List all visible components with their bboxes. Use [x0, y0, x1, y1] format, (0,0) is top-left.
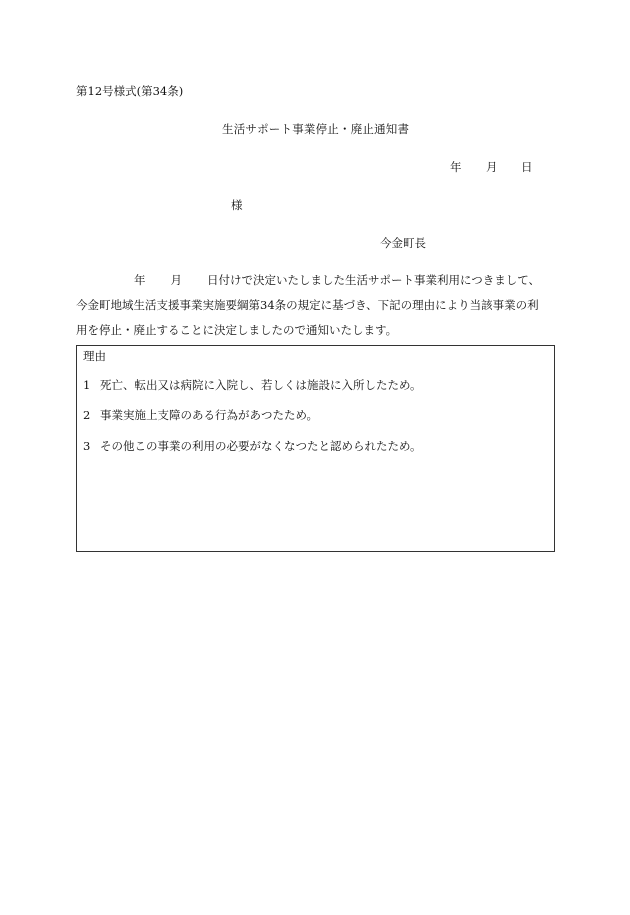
issuer-name: 今金町長	[380, 236, 426, 250]
body-year-label: 年	[134, 273, 146, 287]
reason-item	[83, 380, 422, 392]
body-month-label: 月	[170, 273, 182, 287]
reason-number: 2	[83, 408, 91, 422]
date-year-label: 年	[450, 160, 462, 174]
reason-item	[83, 441, 422, 453]
body-line-1-text: 日付けで決定いたしました生活サポート事業利用につきまして、	[207, 273, 541, 287]
reason-number: 3	[83, 439, 91, 453]
date-day-label: 日	[521, 160, 533, 174]
reason-number: 1	[83, 378, 91, 392]
body-line-1	[76, 268, 560, 293]
document-title: 生活サポート事業停止・廃止通知書	[222, 122, 410, 136]
recipient-honorific: 様	[231, 198, 243, 212]
date-month-label: 月	[486, 160, 498, 174]
reason-text: 事業実施上支障のある行為があつたため。	[100, 408, 319, 422]
form-number: 第12号様式(第34条)	[76, 84, 184, 98]
reason-text: 死亡、転出又は病院に入院し、若しくは施設に入所したため。	[100, 378, 422, 392]
reason-heading: 理由	[83, 349, 106, 363]
reason-item	[83, 410, 318, 422]
body-line-3: 用を停止・廃止することに決定しましたので通知いたします。	[76, 323, 398, 337]
reason-box	[76, 345, 555, 552]
reason-text: その他この事業の利用の必要がなくなつたと認められたため。	[100, 439, 422, 453]
notice-body	[76, 268, 560, 343]
body-line-2: 今金町地域生活支援事業実施要綱第34条の規定に基づき、下記の理由により当該事業の利	[76, 298, 539, 312]
